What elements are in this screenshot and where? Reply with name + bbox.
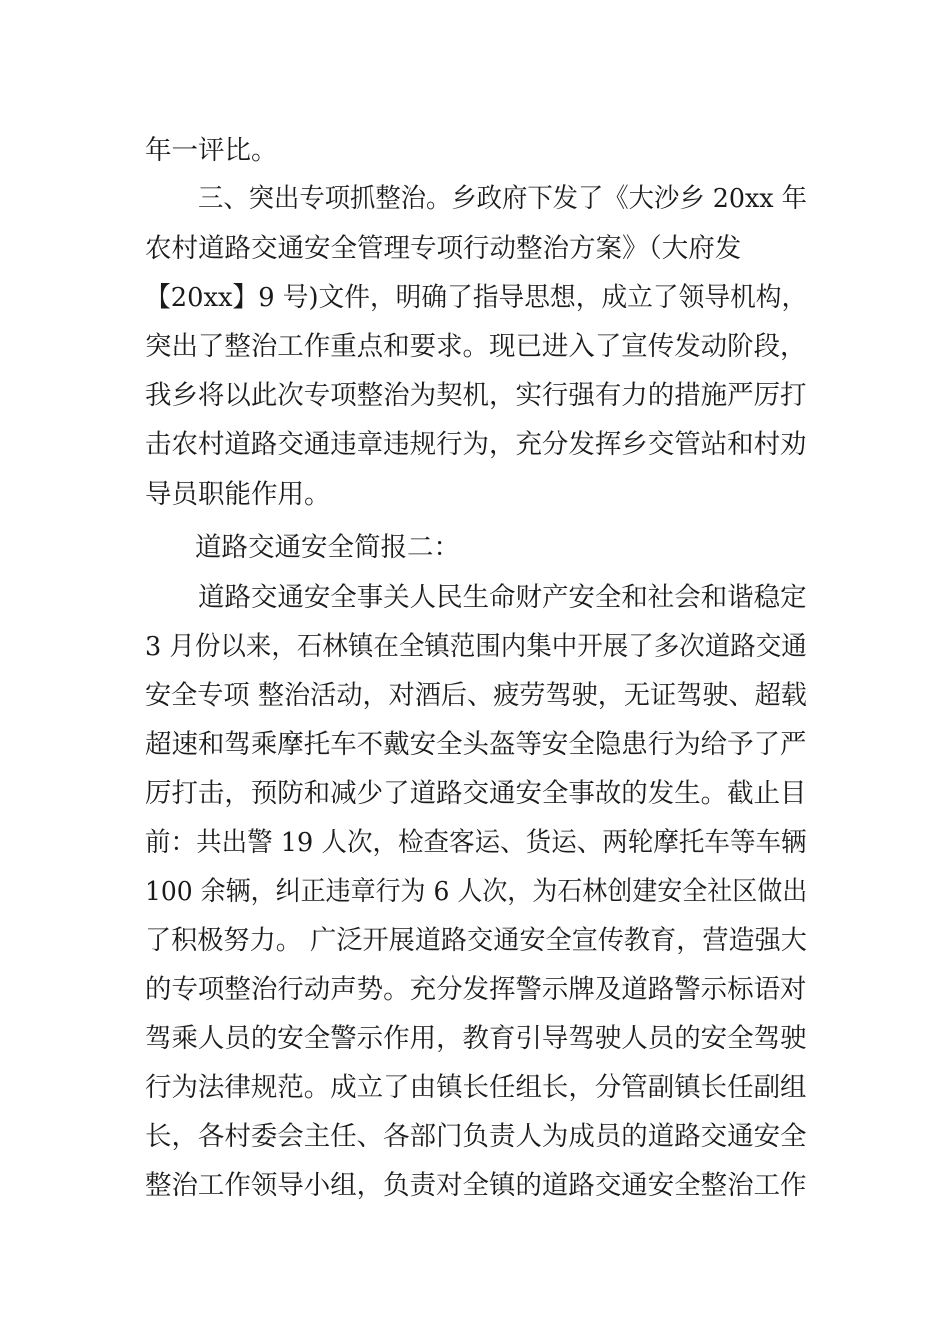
section-heading: 道路交通安全简报二： [195,532,460,563]
text-line: 厉打击，预防和减少了道路交通安全事故的发生。截止目 [145,778,807,809]
text-line: 100 余辆，纠正违章行为 6 人次，为石林创建安全社区做出 [145,876,808,907]
text-line: 农村道路交通安全管理专项行动整治方案》（大府发 [145,233,742,264]
text-line: 行为法律规范。成立了由镇长任组长，分管副镇长任副组 [145,1072,807,1103]
text-line: 前：共出警 19 人次，检查客运、货运、两轮摩托车等车辆 [145,827,807,858]
text-line: 年一评比。 [145,135,278,166]
text-line: 三、突出专项抓整治。乡政府下发了《大沙乡 20xx 年 [198,183,807,214]
text-line: 击农村道路交通违章违规行为，充分发挥乡交管站和村劝 [145,429,807,460]
text-line: 导员职能作用。 [145,479,331,510]
text-line: 长，各村委会主任、各部门负责人为成员的道路交通安全 [145,1121,807,1152]
text-line: 突出了整治工作重点和要求。现已进入了宣传发动阶段， [145,331,807,362]
text-line: 3 月份以来，石林镇在全镇范围内集中开展了多次道路交通 [145,631,807,662]
text-line: 驾乘人员的安全警示作用，教育引导驾驶人员的安全驾驶 [145,1023,807,1054]
text-line: 安全专项 整治活动，对酒后、疲劳驾驶，无证驾驶、超载 [145,680,807,711]
text-line: 了积极努力。 广泛开展道路交通安全宣传教育，营造强大 [145,925,807,956]
text-line: 道路交通安全事关人民生命财产安全和社会和谐稳定 [198,582,807,613]
text-line: 整治工作领导小组，负责对全镇的道路交通安全整治工作 [145,1170,807,1201]
text-line: 的专项整治行动声势。充分发挥警示牌及道路警示标语对 [145,974,807,1005]
text-line: 超速和驾乘摩托车不戴安全头盔等安全隐患行为给予了严 [145,729,807,760]
text-line: 【20xx】9 号)文件，明确了指导思想，成立了领导机构， [145,282,808,313]
text-line: 我乡将以此次专项整治为契机，实行强有力的措施严厉打 [145,380,807,411]
